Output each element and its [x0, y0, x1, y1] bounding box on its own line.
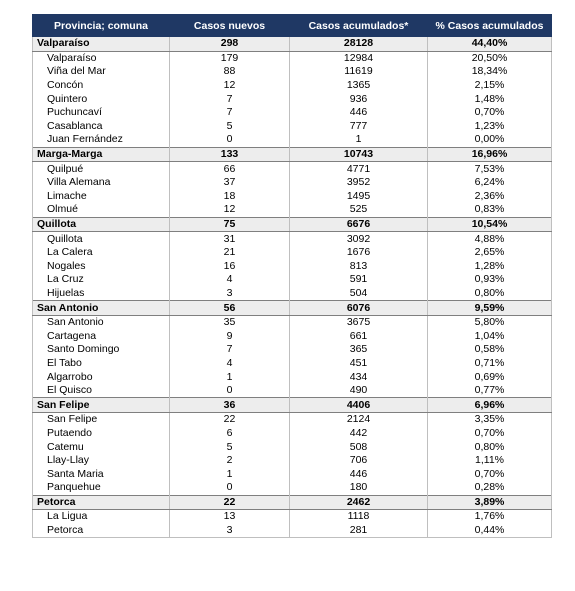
comuna-row [33, 329, 552, 343]
comuna-pct-acumulados: 0,80% [428, 440, 552, 454]
comuna-name: San Antonio [33, 315, 170, 329]
comuna-name: Valparaíso [33, 51, 170, 65]
province-row [33, 495, 552, 510]
header-provincia-comuna: Provincia; comuna [33, 15, 170, 37]
comuna-pct-acumulados: 2,15% [428, 79, 552, 93]
comuna-pct-acumulados: 0,44% [428, 524, 552, 538]
province-name: Petorca [33, 495, 170, 510]
comuna-casos-acumulados: 4771 [290, 162, 428, 176]
comuna-pct-acumulados: 1,23% [428, 120, 552, 134]
comuna-casos-nuevos: 3 [170, 287, 290, 301]
comuna-name: Santo Domingo [33, 343, 170, 357]
comuna-casos-acumulados: 281 [290, 524, 428, 538]
comuna-casos-nuevos: 12 [170, 203, 290, 217]
comuna-casos-nuevos: 35 [170, 315, 290, 329]
comuna-casos-nuevos: 0 [170, 133, 290, 147]
comuna-row [33, 413, 552, 427]
comuna-name: Nogales [33, 260, 170, 274]
comuna-name: La Calera [33, 246, 170, 260]
table-header-row [33, 15, 552, 37]
comuna-casos-nuevos: 66 [170, 162, 290, 176]
comuna-name: Panquehue [33, 481, 170, 495]
comuna-casos-acumulados: 442 [290, 427, 428, 441]
province-name: Marga-Marga [33, 147, 170, 162]
province-casos-acumulados: 10743 [290, 147, 428, 162]
comuna-pct-acumulados: 6,24% [428, 176, 552, 190]
comuna-name: Quillota [33, 232, 170, 246]
comuna-name: El Quisco [33, 384, 170, 398]
comuna-casos-nuevos: 1 [170, 467, 290, 481]
comuna-casos-acumulados: 508 [290, 440, 428, 454]
comuna-row [33, 370, 552, 384]
comuna-pct-acumulados: 20,50% [428, 51, 552, 65]
comuna-row [33, 427, 552, 441]
comuna-pct-acumulados: 2,65% [428, 246, 552, 260]
comuna-row [33, 510, 552, 524]
comuna-row [33, 315, 552, 329]
province-name: Quillota [33, 217, 170, 232]
comuna-casos-acumulados: 11619 [290, 65, 428, 79]
comuna-row [33, 51, 552, 65]
comuna-name: Viña del Mar [33, 65, 170, 79]
comuna-row [33, 79, 552, 93]
comuna-casos-acumulados: 3952 [290, 176, 428, 190]
comuna-pct-acumulados: 2,36% [428, 190, 552, 204]
comuna-pct-acumulados: 0,70% [428, 106, 552, 120]
comuna-pct-acumulados: 0,80% [428, 287, 552, 301]
comuna-casos-nuevos: 18 [170, 190, 290, 204]
comuna-name: Olmué [33, 203, 170, 217]
comuna-pct-acumulados: 18,34% [428, 65, 552, 79]
province-name: Valparaíso [33, 37, 170, 52]
comuna-casos-acumulados: 1118 [290, 510, 428, 524]
comuna-row [33, 65, 552, 79]
comuna-name: Llay-Llay [33, 454, 170, 468]
comuna-casos-acumulados: 706 [290, 454, 428, 468]
comuna-row [33, 287, 552, 301]
province-row [33, 37, 552, 52]
comuna-pct-acumulados: 7,53% [428, 162, 552, 176]
comuna-row [33, 481, 552, 495]
comuna-name: Catemu [33, 440, 170, 454]
province-casos-acumulados: 4406 [290, 398, 428, 413]
comuna-name: La Ligua [33, 510, 170, 524]
comuna-casos-nuevos: 1 [170, 370, 290, 384]
comuna-casos-acumulados: 936 [290, 92, 428, 106]
comuna-name: Quintero [33, 92, 170, 106]
province-row [33, 301, 552, 316]
comuna-pct-acumulados: 0,69% [428, 370, 552, 384]
comuna-name: Limache [33, 190, 170, 204]
province-name: San Felipe [33, 398, 170, 413]
province-pct-acumulados: 44,40% [428, 37, 552, 52]
province-pct-acumulados: 16,96% [428, 147, 552, 162]
comuna-casos-nuevos: 0 [170, 384, 290, 398]
comuna-casos-acumulados: 451 [290, 357, 428, 371]
comuna-pct-acumulados: 1,48% [428, 92, 552, 106]
comuna-name: Quilpué [33, 162, 170, 176]
comuna-row [33, 162, 552, 176]
comuna-pct-acumulados: 1,04% [428, 329, 552, 343]
province-row [33, 147, 552, 162]
comuna-name: Putaendo [33, 427, 170, 441]
comuna-pct-acumulados: 0,70% [428, 427, 552, 441]
comuna-row [33, 524, 552, 538]
header-casos-nuevos: Casos nuevos [170, 15, 290, 37]
comuna-row [33, 120, 552, 134]
comuna-casos-nuevos: 7 [170, 106, 290, 120]
comuna-casos-nuevos: 5 [170, 120, 290, 134]
comuna-casos-acumulados: 591 [290, 273, 428, 287]
comuna-pct-acumulados: 0,70% [428, 467, 552, 481]
comuna-row [33, 467, 552, 481]
comuna-name: Villa Alemana [33, 176, 170, 190]
comuna-casos-nuevos: 7 [170, 92, 290, 106]
comuna-casos-acumulados: 365 [290, 343, 428, 357]
comuna-casos-nuevos: 21 [170, 246, 290, 260]
province-casos-nuevos: 36 [170, 398, 290, 413]
comuna-casos-acumulados: 490 [290, 384, 428, 398]
comuna-casos-acumulados: 1365 [290, 79, 428, 93]
province-row [33, 217, 552, 232]
province-casos-acumulados: 6676 [290, 217, 428, 232]
comuna-casos-nuevos: 2 [170, 454, 290, 468]
header-pct-casos-acumulados: % Casos acumulados [428, 15, 552, 37]
comuna-pct-acumulados: 0,77% [428, 384, 552, 398]
comuna-pct-acumulados: 3,35% [428, 413, 552, 427]
comuna-casos-nuevos: 6 [170, 427, 290, 441]
province-pct-acumulados: 6,96% [428, 398, 552, 413]
comuna-row [33, 190, 552, 204]
comuna-casos-acumulados: 12984 [290, 51, 428, 65]
comuna-name: Cartagena [33, 329, 170, 343]
comuna-casos-acumulados: 434 [290, 370, 428, 384]
comuna-pct-acumulados: 1,11% [428, 454, 552, 468]
comuna-row [33, 133, 552, 147]
comuna-name: Concón [33, 79, 170, 93]
comuna-name: El Tabo [33, 357, 170, 371]
comuna-casos-acumulados: 446 [290, 467, 428, 481]
comuna-row [33, 454, 552, 468]
comuna-name: San Felipe [33, 413, 170, 427]
province-casos-acumulados: 6076 [290, 301, 428, 316]
comuna-pct-acumulados: 1,28% [428, 260, 552, 274]
comuna-casos-acumulados: 1495 [290, 190, 428, 204]
comuna-pct-acumulados: 0,93% [428, 273, 552, 287]
comuna-casos-acumulados: 2124 [290, 413, 428, 427]
comuna-casos-nuevos: 9 [170, 329, 290, 343]
comuna-casos-nuevos: 0 [170, 481, 290, 495]
comuna-casos-nuevos: 3 [170, 524, 290, 538]
comuna-casos-nuevos: 4 [170, 273, 290, 287]
comuna-row [33, 246, 552, 260]
comuna-row [33, 106, 552, 120]
province-casos-acumulados: 28128 [290, 37, 428, 52]
comuna-casos-acumulados: 661 [290, 329, 428, 343]
comuna-row [33, 357, 552, 371]
comuna-row [33, 203, 552, 217]
comuna-pct-acumulados: 0,58% [428, 343, 552, 357]
province-pct-acumulados: 10,54% [428, 217, 552, 232]
comuna-pct-acumulados: 5,80% [428, 315, 552, 329]
comuna-row [33, 176, 552, 190]
table-body [33, 37, 552, 538]
comuna-casos-acumulados: 1676 [290, 246, 428, 260]
comuna-name: Algarrobo [33, 370, 170, 384]
province-casos-nuevos: 133 [170, 147, 290, 162]
province-casos-acumulados: 2462 [290, 495, 428, 510]
province-casos-nuevos: 22 [170, 495, 290, 510]
comuna-name: Casablanca [33, 120, 170, 134]
comuna-casos-nuevos: 22 [170, 413, 290, 427]
province-casos-nuevos: 298 [170, 37, 290, 52]
comuna-pct-acumulados: 0,71% [428, 357, 552, 371]
comuna-casos-acumulados: 813 [290, 260, 428, 274]
province-casos-nuevos: 56 [170, 301, 290, 316]
comuna-row [33, 343, 552, 357]
comuna-name: Petorca [33, 524, 170, 538]
comuna-casos-nuevos: 13 [170, 510, 290, 524]
comuna-casos-nuevos: 31 [170, 232, 290, 246]
province-pct-acumulados: 3,89% [428, 495, 552, 510]
comuna-name: Juan Fernández [33, 133, 170, 147]
comuna-row [33, 260, 552, 274]
comuna-casos-acumulados: 3092 [290, 232, 428, 246]
comuna-pct-acumulados: 1,76% [428, 510, 552, 524]
comuna-casos-nuevos: 16 [170, 260, 290, 274]
comuna-casos-nuevos: 12 [170, 79, 290, 93]
comuna-pct-acumulados: 0,28% [428, 481, 552, 495]
comuna-casos-acumulados: 1 [290, 133, 428, 147]
cases-table [32, 14, 552, 538]
comuna-casos-nuevos: 4 [170, 357, 290, 371]
province-name: San Antonio [33, 301, 170, 316]
comuna-row [33, 440, 552, 454]
comuna-casos-nuevos: 5 [170, 440, 290, 454]
comuna-pct-acumulados: 0,00% [428, 133, 552, 147]
province-casos-nuevos: 75 [170, 217, 290, 232]
comuna-name: Hijuelas [33, 287, 170, 301]
comuna-casos-nuevos: 7 [170, 343, 290, 357]
comuna-casos-nuevos: 179 [170, 51, 290, 65]
comuna-pct-acumulados: 0,83% [428, 203, 552, 217]
comuna-name: Puchuncaví [33, 106, 170, 120]
comuna-casos-nuevos: 37 [170, 176, 290, 190]
comuna-casos-acumulados: 777 [290, 120, 428, 134]
header-casos-acumulados: Casos acumulados* [290, 15, 428, 37]
comuna-row [33, 232, 552, 246]
comuna-casos-acumulados: 504 [290, 287, 428, 301]
comuna-pct-acumulados: 4,88% [428, 232, 552, 246]
comuna-casos-acumulados: 525 [290, 203, 428, 217]
comuna-row [33, 384, 552, 398]
comuna-casos-acumulados: 446 [290, 106, 428, 120]
comuna-casos-acumulados: 180 [290, 481, 428, 495]
comuna-casos-nuevos: 88 [170, 65, 290, 79]
comuna-casos-acumulados: 3675 [290, 315, 428, 329]
comuna-row [33, 92, 552, 106]
comuna-row [33, 273, 552, 287]
province-pct-acumulados: 9,59% [428, 301, 552, 316]
province-row [33, 398, 552, 413]
comuna-name: Santa Maria [33, 467, 170, 481]
comuna-name: La Cruz [33, 273, 170, 287]
